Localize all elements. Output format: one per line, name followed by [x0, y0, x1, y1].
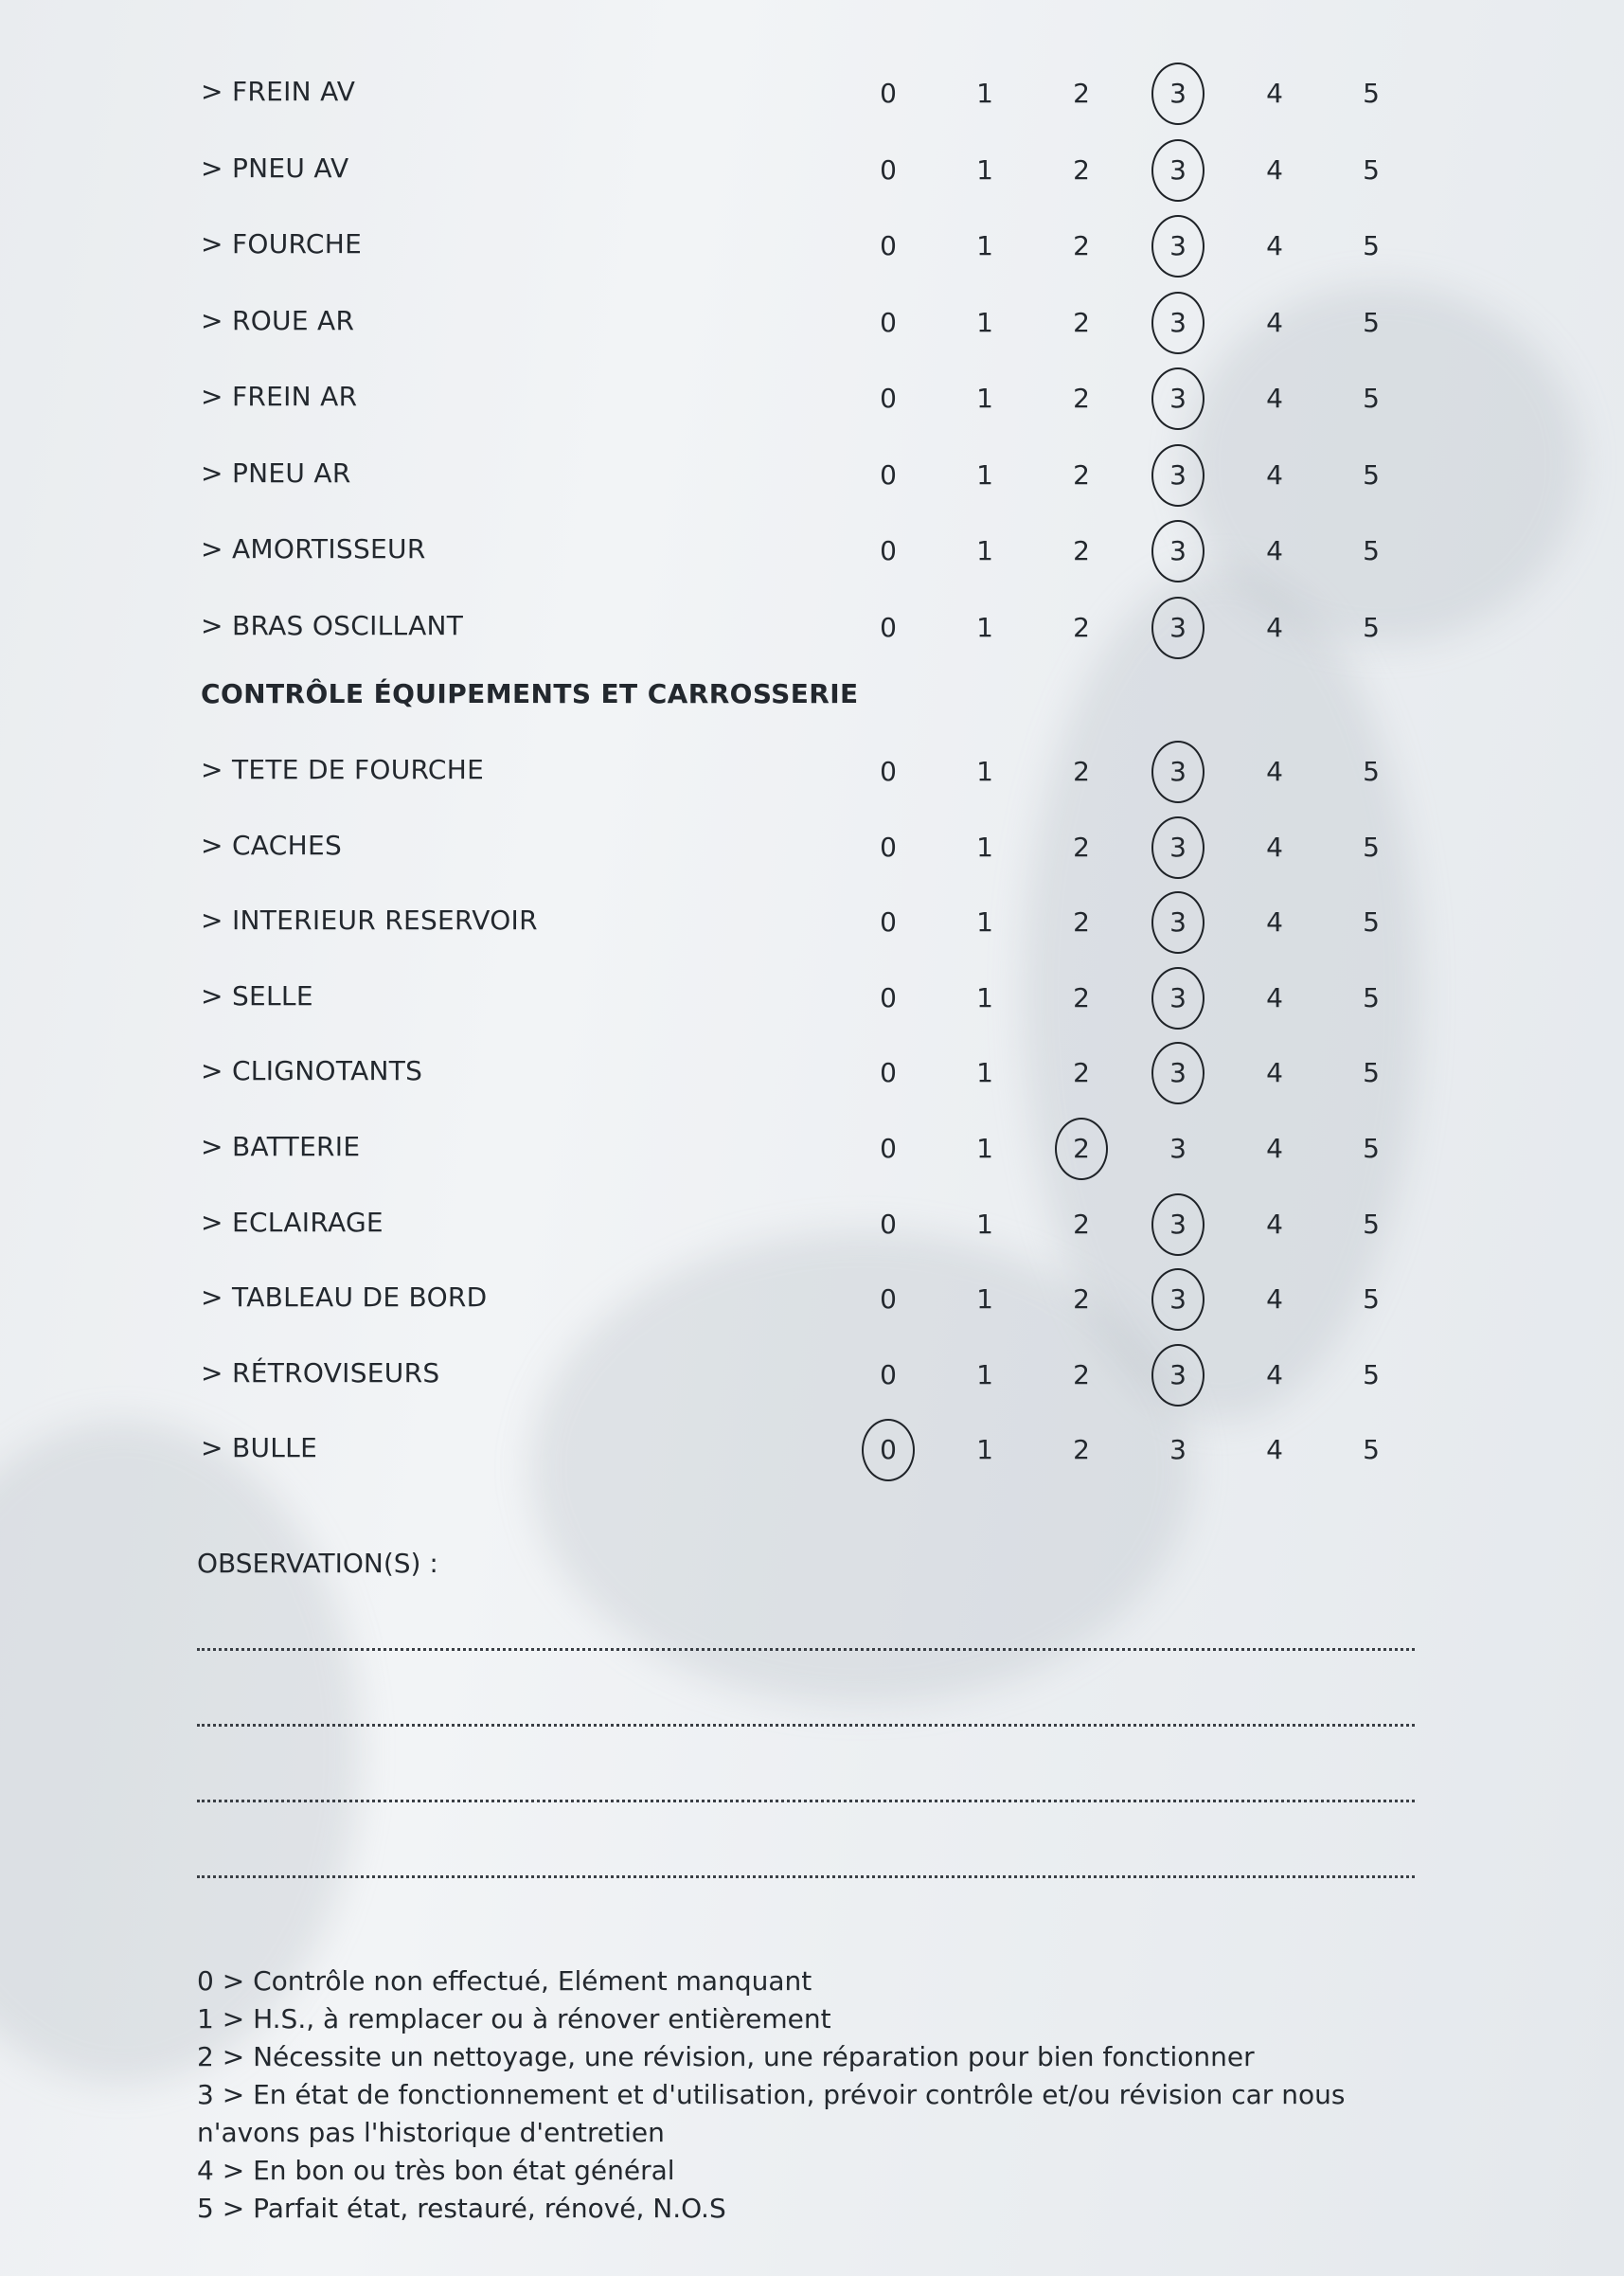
- checklist-row: [0, 895, 1624, 952]
- rating-option[interactable]: 1: [976, 458, 993, 491]
- rating-option[interactable]: 5: [1363, 306, 1380, 338]
- checklist-row: [0, 219, 1624, 276]
- checklist-item-label: > BRAS OSCILLANT: [201, 609, 464, 641]
- rating-option[interactable]: 5: [1363, 611, 1380, 643]
- rating-option[interactable]: 2: [1073, 458, 1090, 491]
- selected-rating-option[interactable]: 3: [1150, 1209, 1206, 1240]
- selected-rating-option[interactable]: 3: [1150, 1283, 1206, 1315]
- checklist-item-label: > ECLAIRAGE: [201, 1206, 384, 1238]
- selected-rating-option[interactable]: 3: [1150, 383, 1206, 414]
- rating-option[interactable]: 2: [1073, 981, 1090, 1013]
- rating-option[interactable]: 5: [1363, 535, 1380, 566]
- rating-option[interactable]: 4: [1266, 230, 1283, 261]
- rating-option[interactable]: 5: [1363, 1283, 1380, 1316]
- rating-option[interactable]: 1: [976, 383, 993, 414]
- checklist-item-label: > PNEU AR: [201, 457, 351, 489]
- rating-option[interactable]: 0: [880, 383, 897, 414]
- selected-rating-option[interactable]: 2: [1053, 1133, 1110, 1164]
- rating-option[interactable]: 0: [880, 831, 897, 863]
- rating-option[interactable]: 5: [1363, 1133, 1380, 1164]
- legend-line: 2 > Nécessite un nettoyage, une révision, une réparation pour bien fonctionner: [197, 2041, 1255, 2072]
- rating-option[interactable]: 0: [880, 906, 897, 939]
- checklist-row: [0, 143, 1624, 200]
- checklist-item-label: > BATTERIE: [201, 1131, 361, 1162]
- selected-rating-option[interactable]: 3: [1150, 154, 1206, 186]
- rating-option[interactable]: 1: [976, 1434, 993, 1466]
- rating-option[interactable]: 5: [1363, 383, 1380, 414]
- rating-option[interactable]: 1: [976, 611, 993, 643]
- checklist-row: [0, 744, 1624, 801]
- checklist-item-label: > BULLE: [201, 1432, 318, 1464]
- checklist-row: [0, 1272, 1624, 1329]
- rating-option[interactable]: 2: [1073, 611, 1090, 643]
- rating-option[interactable]: 4: [1266, 981, 1283, 1013]
- rating-option[interactable]: 0: [880, 756, 897, 787]
- rating-option[interactable]: 5: [1363, 458, 1380, 491]
- rating-option[interactable]: 4: [1266, 535, 1283, 566]
- selected-rating-option[interactable]: 0: [860, 1434, 917, 1465]
- checklist-row: [0, 371, 1624, 428]
- rating-option[interactable]: 2: [1073, 1057, 1090, 1089]
- checklist-item-label: > RÉTROVISEURS: [201, 1356, 440, 1389]
- rating-option[interactable]: 0: [880, 611, 897, 643]
- rating-option[interactable]: 2: [1073, 756, 1090, 787]
- rating-option[interactable]: 1: [976, 1283, 993, 1316]
- checklist-item-label: > TABLEAU DE BORD: [201, 1281, 488, 1314]
- rating-option[interactable]: 1: [976, 831, 993, 863]
- rating-option[interactable]: 2: [1073, 78, 1090, 109]
- rating-option[interactable]: 0: [880, 1358, 897, 1390]
- checklist-row: [0, 1348, 1624, 1405]
- rating-option[interactable]: 0: [880, 1057, 897, 1089]
- rating-option[interactable]: 5: [1363, 1358, 1380, 1390]
- rating-option[interactable]: 5: [1363, 831, 1380, 863]
- rating-option[interactable]: 0: [880, 230, 897, 261]
- rating-option[interactable]: 2: [1073, 306, 1090, 338]
- observation-line[interactable]: [197, 1800, 1415, 1802]
- checklist-item-label: > FREIN AV: [201, 76, 356, 107]
- rating-option[interactable]: 1: [976, 1057, 993, 1089]
- legend-line: n'avons pas l'historique d'entretien: [197, 2117, 665, 2148]
- rating-option[interactable]: 4: [1266, 611, 1283, 643]
- selected-rating-option[interactable]: 3: [1150, 906, 1206, 938]
- rating-option[interactable]: 0: [880, 535, 897, 566]
- selected-rating-option[interactable]: 3: [1150, 78, 1206, 109]
- rating-option[interactable]: 4: [1266, 306, 1283, 338]
- rating-option[interactable]: 4: [1266, 458, 1283, 491]
- observation-line[interactable]: [197, 1648, 1415, 1651]
- selected-rating-option[interactable]: 3: [1150, 459, 1206, 491]
- rating-option[interactable]: 0: [880, 1208, 897, 1240]
- checklist-row: [0, 1423, 1624, 1479]
- rating-option[interactable]: 4: [1266, 756, 1283, 787]
- rating-option[interactable]: 5: [1363, 756, 1380, 787]
- rating-option[interactable]: 1: [976, 306, 993, 338]
- rating-option[interactable]: 2: [1073, 1358, 1090, 1390]
- checklist-item-label: > ROUE AR: [201, 304, 355, 336]
- rating-option[interactable]: 4: [1266, 1057, 1283, 1089]
- legend-line: 3 > En état de fonctionnement et d'utilisation, prévoir contrôle et/ou révision car nous: [197, 2079, 1346, 2110]
- selected-rating-option[interactable]: 3: [1150, 307, 1206, 338]
- rating-option[interactable]: 5: [1363, 1434, 1380, 1466]
- legend-line: 0 > Contrôle non effectué, Elément manquant: [197, 1965, 812, 1997]
- rating-option[interactable]: 2: [1073, 230, 1090, 261]
- legend-line: 4 > En bon ou très bon état général: [197, 2155, 675, 2186]
- checklist-item-label: > AMORTISSEUR: [201, 533, 426, 565]
- checklist-row: [0, 971, 1624, 1028]
- rating-option[interactable]: 0: [880, 981, 897, 1013]
- rating-option[interactable]: 0: [880, 1133, 897, 1164]
- rating-option[interactable]: 1: [976, 981, 993, 1013]
- rating-option[interactable]: 5: [1363, 153, 1380, 186]
- rating-option[interactable]: 5: [1363, 906, 1380, 939]
- checklist-row: [0, 296, 1624, 352]
- rating-option[interactable]: 4: [1266, 1434, 1283, 1466]
- rating-option[interactable]: 2: [1073, 1434, 1090, 1466]
- checklist-row: [0, 524, 1624, 581]
- rating-option[interactable]: 4: [1266, 906, 1283, 939]
- checklist-row: [0, 600, 1624, 657]
- rating-option[interactable]: 5: [1363, 1057, 1380, 1089]
- checklist-row: [0, 1046, 1624, 1102]
- rating-option[interactable]: 2: [1073, 535, 1090, 566]
- rating-option[interactable]: 0: [880, 1283, 897, 1316]
- selected-rating-option[interactable]: 3: [1150, 756, 1206, 787]
- selected-rating-option[interactable]: 3: [1150, 1057, 1206, 1088]
- rating-option[interactable]: 1: [976, 153, 993, 186]
- rating-option[interactable]: 1: [976, 1358, 993, 1390]
- checklist-item-label: > PNEU AV: [201, 152, 349, 184]
- rating-option[interactable]: 2: [1073, 383, 1090, 414]
- rating-option[interactable]: 1: [976, 756, 993, 787]
- rating-option[interactable]: 4: [1266, 153, 1283, 186]
- rating-option[interactable]: 5: [1363, 230, 1380, 261]
- section-title: CONTRÔLE ÉQUIPEMENTS ET CARROSSERIE: [201, 678, 859, 709]
- rating-option[interactable]: 0: [880, 306, 897, 338]
- rating-option[interactable]: 5: [1363, 1208, 1380, 1240]
- rating-option[interactable]: 2: [1073, 1283, 1090, 1316]
- checklist-row: [0, 1197, 1624, 1254]
- checklist-item-label: > FREIN AR: [201, 381, 358, 412]
- rating-option[interactable]: 4: [1266, 1283, 1283, 1316]
- observation-line[interactable]: [197, 1875, 1415, 1878]
- rating-option[interactable]: 4: [1266, 383, 1283, 414]
- rating-option[interactable]: 4: [1266, 78, 1283, 109]
- rating-option[interactable]: 1: [976, 230, 993, 261]
- rating-option[interactable]: 2: [1073, 153, 1090, 186]
- rating-option[interactable]: 1: [976, 78, 993, 109]
- rating-option[interactable]: 4: [1266, 831, 1283, 863]
- checklist-item-label: > CACHES: [201, 829, 343, 861]
- checklist-row: [0, 448, 1624, 505]
- rating-option[interactable]: 1: [976, 535, 993, 566]
- selected-rating-option[interactable]: 3: [1150, 1359, 1206, 1390]
- rating-option[interactable]: 4: [1266, 1133, 1283, 1164]
- observation-line[interactable]: [197, 1724, 1415, 1727]
- rating-option[interactable]: 2: [1073, 831, 1090, 863]
- selected-rating-option[interactable]: 3: [1150, 612, 1206, 643]
- checklist-item-label: > CLIGNOTANTS: [201, 1055, 423, 1087]
- legend-line: 5 > Parfait état, restauré, rénové, N.O.S: [197, 2193, 726, 2224]
- rating-option[interactable]: 2: [1073, 1208, 1090, 1240]
- rating-option[interactable]: 3: [1169, 1434, 1187, 1466]
- checklist-row: [0, 66, 1624, 123]
- rating-option[interactable]: 0: [880, 153, 897, 186]
- legend-line: 1 > H.S., à remplacer ou à rénover entièrement: [197, 2003, 831, 2034]
- rating-option[interactable]: 0: [880, 78, 897, 109]
- selected-rating-option[interactable]: 3: [1150, 230, 1206, 261]
- rating-option[interactable]: 4: [1266, 1208, 1283, 1240]
- rating-option[interactable]: 5: [1363, 981, 1380, 1013]
- rating-option[interactable]: 4: [1266, 1358, 1283, 1390]
- rating-option[interactable]: 1: [976, 1208, 993, 1240]
- selected-rating-option[interactable]: 3: [1150, 535, 1206, 566]
- rating-option[interactable]: 3: [1169, 1133, 1187, 1164]
- checklist-item-label: > INTERIEUR RESERVOIR: [201, 905, 538, 937]
- rating-option[interactable]: 5: [1363, 78, 1380, 109]
- checklist-item-label: > FOURCHE: [201, 228, 363, 260]
- rating-option[interactable]: 1: [976, 1133, 993, 1164]
- selected-rating-option[interactable]: 3: [1150, 832, 1206, 863]
- rating-option[interactable]: 1: [976, 906, 993, 939]
- checklist-row: [0, 1121, 1624, 1178]
- rating-legend: [197, 1962, 1428, 2228]
- checklist-item-label: > SELLE: [201, 979, 313, 1012]
- observations-label: OBSERVATION(S) :: [197, 1548, 438, 1579]
- selected-rating-option[interactable]: 3: [1150, 982, 1206, 1013]
- rating-option[interactable]: 0: [880, 458, 897, 491]
- rating-option[interactable]: 2: [1073, 906, 1090, 939]
- checklist-item-label: > TETE DE FOURCHE: [201, 754, 485, 785]
- checklist-row: [0, 820, 1624, 877]
